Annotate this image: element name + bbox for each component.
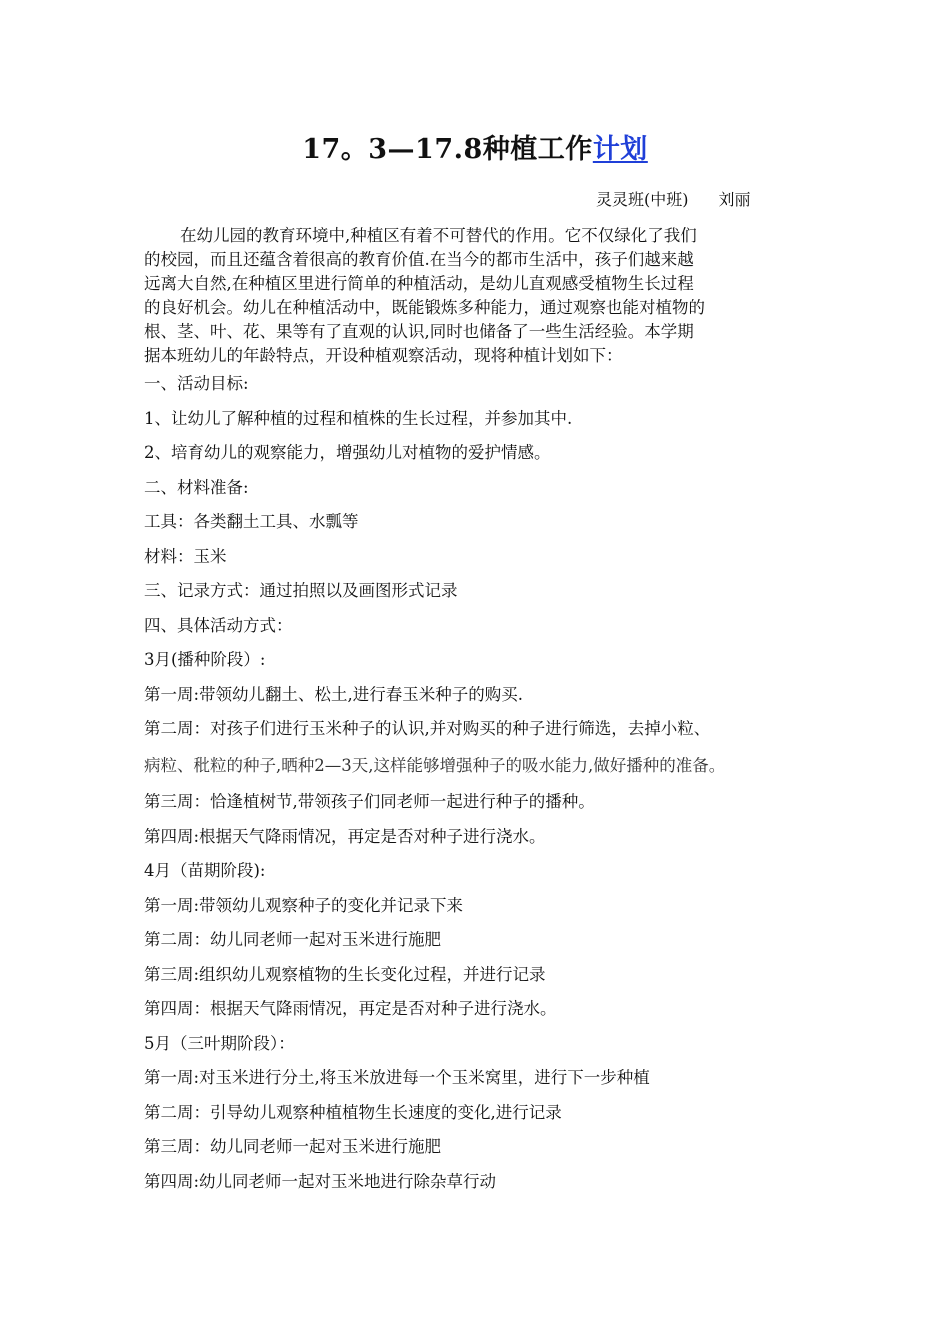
march-week-3: 第三周：恰逢植树节,带领孩子们同老师一起进行种子的播种。 <box>144 792 595 811</box>
goals-heading: 一、活动目标: <box>144 374 249 393</box>
march-week-4: 第四周:根据天气降雨情况，再定是否对种子进行浇水。 <box>144 827 546 846</box>
march-week-2: 第二周：对孩子们进行玉米种子的认识,并对购买的种子进行筛选，去掉小粒、 <box>144 719 711 738</box>
activities-heading: 四、具体活动方式： <box>144 616 293 635</box>
record-line: 三、记录方式：通过拍照以及画图形式记录 <box>144 581 458 600</box>
intro-line: 远离大自然,在种植区里进行简单的种植活动，是幼儿直观感受植物生长过程 <box>144 274 694 293</box>
goal-item: 1、让幼儿了解种植的过程和植株的生长过程，并参加其中. <box>144 409 573 428</box>
page-title <box>0 132 950 168</box>
class-name: 灵灵班(中班) <box>596 190 689 209</box>
april-week-1: 第一周:带领幼儿观察种子的变化并记录下来 <box>144 896 464 915</box>
march-week-2-cont: 病粒、秕粒的种子,晒种2—3天,这样能够增强种子的吸水能力,做好播种的准备。 <box>144 756 726 775</box>
may-week-2: 第二周：引导幼儿观察种植植物生长速度的变化,进行记录 <box>144 1103 562 1122</box>
goal-item: 2、培育幼儿的观察能力，增强幼儿对植物的爱护情感。 <box>144 443 551 462</box>
may-week-1: 第一周:对玉米进行分土,将玉米放进每一个玉米窝里，进行下一步种植 <box>144 1068 650 1087</box>
intro-line: 的良好机会。幼儿在种植活动中，既能锻炼多种能力，通过观察也能对植物的 <box>144 298 705 317</box>
intro-line: 在幼儿园的教育环境中,种植区有着不可替代的作用。它不仅绿化了我们 <box>180 226 697 245</box>
march-heading: 3月(播种阶段）: <box>144 650 266 669</box>
author-line <box>596 188 751 212</box>
teacher-name: 刘丽 <box>718 190 751 209</box>
may-week-3: 第三周：幼儿同老师一起对玉米进行施肥 <box>144 1137 441 1156</box>
title-text: 17。3—17.8种植工作 <box>302 134 593 165</box>
materials-line: 材料：玉米 <box>144 547 227 566</box>
intro-line: 的校园，而且还蕴含着很高的教育价值.在当今的都市生活中，孩子们越来越 <box>144 250 694 269</box>
title-link[interactable]: 计划 <box>592 134 648 165</box>
materials-heading: 二、材料准备: <box>144 478 249 497</box>
april-week-3: 第三周:组织幼儿观察植物的生长变化过程，并进行记录 <box>144 965 546 984</box>
may-week-4: 第四周:幼儿同老师一起对玉米地进行除杂草行动 <box>144 1172 497 1191</box>
intro-paragraph <box>144 224 804 368</box>
intro-line: 据本班幼儿的年龄特点，开设种植观察活动，现将种植计划如下： <box>144 346 623 365</box>
april-week-4: 第四周：根据天气降雨情况，再定是否对种子进行浇水。 <box>144 999 557 1018</box>
march-week-1: 第一周:带领幼儿翻土、松土,进行春玉米种子的购买. <box>144 685 524 704</box>
april-week-2: 第二周：幼儿同老师一起对玉米进行施肥 <box>144 930 441 949</box>
may-heading: 5月（三叶期阶段）： <box>144 1034 295 1053</box>
tools-line: 工具：各类翻土工具、水瓢等 <box>144 512 359 531</box>
april-heading: 4月（苗期阶段): <box>144 861 266 880</box>
intro-line: 根、茎、叶、花、果等有了直观的认识,同时也储备了一些生活经验。本学期 <box>144 322 694 341</box>
